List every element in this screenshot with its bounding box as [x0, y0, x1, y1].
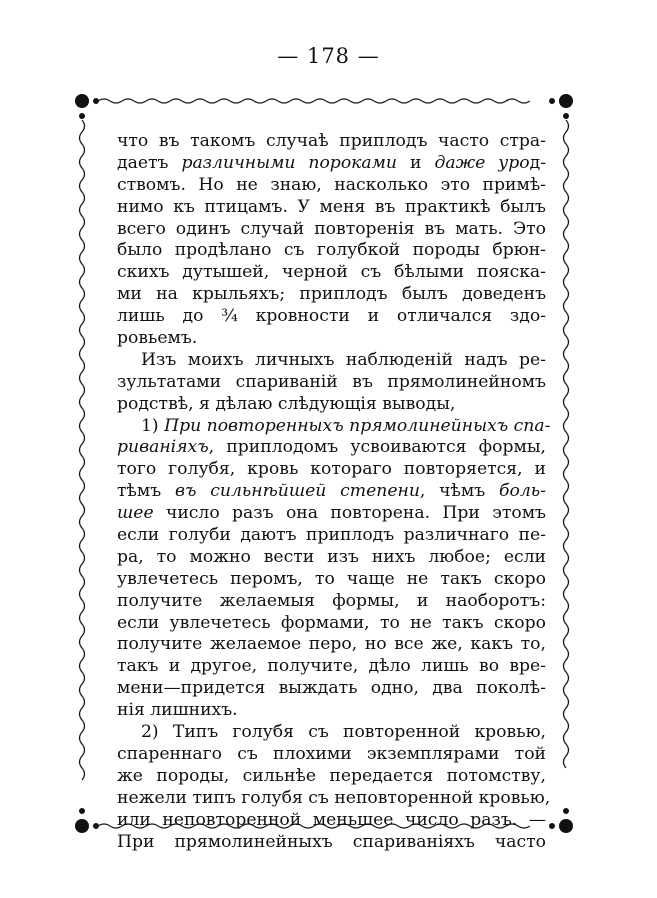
text-span: получите желаемыя формы, и наоборотъ:: [117, 590, 546, 611]
text-line: [117, 613, 546, 635]
text-span: скихъ дутышей, черной съ бѣлыми пояска-: [117, 262, 546, 283]
text-span: увлечетесь перомъ, то чаще не такъ скоро: [117, 568, 546, 589]
text-span: ствомъ. Но не знаю, насколько это примѣ-: [117, 174, 546, 195]
text-span: лишь до ¾ кровности и отличался здо-: [117, 306, 546, 327]
text-line: [117, 394, 546, 416]
text-span: что въ такомъ случаѣ приплодъ часто стра-: [117, 131, 546, 151]
corner-ornament-top-right: [549, 94, 573, 119]
text-span: получите желаемое перо, но все же, какъ то,: [117, 634, 546, 655]
text-line: [117, 219, 546, 241]
text-line: [117, 415, 551, 438]
text-span: ми на крыльяхъ; приплодъ былъ доведенъ: [117, 284, 546, 305]
text-line: [117, 832, 546, 854]
text-line: [117, 481, 546, 503]
text-span: нимо къ птицамъ. У меня въ практикѣ былъ: [117, 196, 546, 217]
text-line: [117, 547, 546, 569]
italic-text: шее: [117, 503, 154, 524]
text-line: [117, 328, 546, 350]
text-span: даетъ: [117, 152, 182, 173]
text-line: [117, 372, 546, 394]
text-line: [117, 175, 546, 197]
text-span: тѣмъ: [117, 481, 175, 502]
text-span: было продѣлано съ голубкой породы брюн-: [117, 240, 546, 261]
text-line: [117, 284, 546, 306]
text-line: [117, 810, 546, 832]
text-line: [117, 153, 546, 175]
text-line: [117, 766, 546, 788]
text-line: [117, 197, 546, 219]
corner-ornament-bottom-left: [75, 808, 99, 833]
top-border-flourish: [98, 99, 530, 103]
page-number: — 178 —: [277, 44, 380, 68]
text-line: [117, 700, 546, 722]
text-span: родствѣ, я дѣлаю слѣдующія выводы,: [117, 393, 456, 414]
text-span: 1): [141, 415, 165, 436]
text-line: [117, 240, 546, 262]
text-span: или неповторенной меньшее число разъ. —: [117, 809, 546, 830]
body-text: [117, 131, 551, 853]
text-span: если увлечетесь формами, то не такъ скоро: [117, 612, 546, 633]
italic-text: боль-: [499, 481, 546, 502]
text-span: ровьемъ.: [117, 328, 198, 349]
italic-text: риваніяхъ: [117, 437, 209, 458]
text-span: спареннаго съ плохими экземплярами той: [117, 743, 546, 764]
text-span: нія лишнихъ.: [117, 700, 238, 721]
text-span: д-: [529, 152, 546, 173]
text-span: всего одинъ случай повторенія въ мать. Это: [117, 218, 546, 239]
italic-text: въ сильнѣйшей степени: [175, 481, 420, 502]
text-span: если голуби даютъ приплодъ различнаго пе-: [117, 525, 546, 546]
text-line: [117, 437, 546, 459]
text-line: [117, 262, 546, 284]
text-line: [117, 569, 546, 591]
text-line: [117, 131, 546, 153]
text-span: нежели типъ голубя съ неповторенной кровью,: [117, 787, 551, 808]
text-span: мени—придется выждать одно, два поколѣ-: [117, 678, 546, 699]
corner-ornament-top-left: [75, 94, 99, 119]
text-span: Изъ моихъ личныхъ наблюденій надъ ре-: [141, 349, 546, 370]
text-span: , чѣмъ: [419, 481, 500, 502]
text-line: [117, 787, 551, 810]
italic-text: даже уро: [434, 152, 530, 173]
text-span: число разъ она повторена. При этомъ: [153, 503, 546, 524]
left-border-flourish: [80, 120, 85, 780]
text-span: ра, то можно вести изъ нихъ любое; если: [117, 546, 546, 567]
text-span: 2) Типъ голубя съ повторенной кровью,: [141, 722, 546, 743]
text-span: такъ и другое, получите, дѣло лишь во вре-: [117, 656, 546, 677]
text-span: , приплодомъ усвоиваются формы,: [208, 437, 546, 458]
italic-text: При повторенныхъ прямолинейныхъ спа-: [164, 415, 551, 436]
text-span: зультатами спариваній въ прямолинейномъ: [117, 371, 546, 392]
text-line: [117, 656, 546, 678]
text-line: [117, 459, 546, 481]
italic-text: различными пороками: [181, 152, 397, 173]
text-line: [117, 722, 546, 744]
text-line: [117, 525, 546, 547]
text-line: [117, 503, 546, 525]
text-line: [117, 350, 546, 372]
text-span: и: [397, 152, 435, 173]
text-line: [117, 306, 546, 328]
text-line: [117, 744, 546, 766]
text-line: [117, 634, 546, 656]
text-span: же породы, сильнѣе передается потомству,: [117, 765, 546, 786]
corner-ornament-bottom-right: [549, 808, 573, 833]
text-span: того голубя, кровь котораго повторяется, и: [117, 459, 546, 480]
right-border-flourish: [564, 120, 569, 768]
text-line: [117, 678, 546, 700]
text-line: [117, 591, 546, 613]
text-span: При прямолинейныхъ спариваніяхъ часто: [117, 831, 546, 852]
